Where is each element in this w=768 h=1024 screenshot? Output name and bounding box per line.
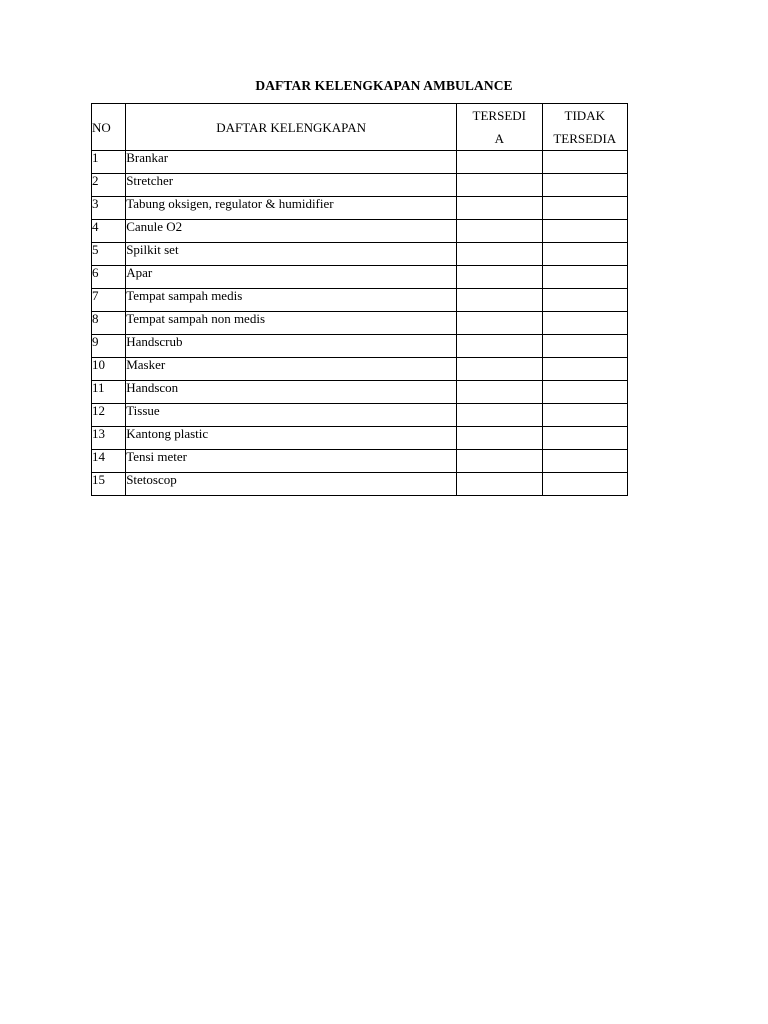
header-available [457,104,542,151]
cell-item: Tissue [126,404,457,427]
document-title: DAFTAR KELENGKAPAN AMBULANCE [255,78,513,93]
cell-not-available[interactable] [542,289,628,312]
cell-available[interactable] [457,427,542,450]
table-row [92,358,628,381]
table-row [92,450,628,473]
cell-available[interactable] [457,335,542,358]
table-row [92,312,628,335]
cell-not-available[interactable] [542,450,628,473]
cell-no: 12 [92,404,126,427]
cell-item: Tempat sampah non medis [126,312,457,335]
cell-item: Spilkit set [126,243,457,266]
cell-not-available[interactable] [542,427,628,450]
header-available-line1: TERSEDI [472,108,526,123]
cell-no: 14 [92,450,126,473]
table-row [92,220,628,243]
header-not-available [542,104,628,151]
cell-available[interactable] [457,243,542,266]
cell-available[interactable] [457,151,542,174]
header-available-line2: A [494,131,504,146]
cell-item: Apar [126,266,457,289]
header-row [92,104,628,151]
header-not-available-line2: TERSEDIA [553,131,617,146]
cell-available[interactable] [457,197,542,220]
cell-no: 13 [92,427,126,450]
header-item: DAFTAR KELENGKAPAN [126,104,457,151]
cell-item: Tabung oksigen, regulator & humidifier [126,197,457,220]
cell-available[interactable] [457,404,542,427]
cell-no: 4 [92,220,126,243]
table-header [92,104,628,151]
cell-item: Tempat sampah medis [126,289,457,312]
cell-item: Kantong plastic [126,427,457,450]
cell-not-available[interactable] [542,243,628,266]
cell-not-available[interactable] [542,266,628,289]
cell-not-available[interactable] [542,220,628,243]
cell-no: 2 [92,174,126,197]
cell-no: 15 [92,473,126,496]
cell-item: Masker [126,358,457,381]
table-row [92,289,628,312]
equipment-checklist-table [91,103,628,496]
cell-no: 5 [92,243,126,266]
cell-available[interactable] [457,450,542,473]
cell-available[interactable] [457,358,542,381]
cell-available[interactable] [457,266,542,289]
table-row [92,335,628,358]
cell-item: Stetoscop [126,473,457,496]
table-row [92,266,628,289]
cell-item: Handscrub [126,335,457,358]
cell-not-available[interactable] [542,312,628,335]
cell-available[interactable] [457,289,542,312]
cell-item: Brankar [126,151,457,174]
cell-no: 11 [92,381,126,404]
cell-not-available[interactable] [542,358,628,381]
cell-item: Tensi meter [126,450,457,473]
cell-not-available[interactable] [542,197,628,220]
cell-no: 1 [92,151,126,174]
header-no: NO [92,104,126,151]
cell-item: Handscon [126,381,457,404]
cell-no: 8 [92,312,126,335]
cell-no: 3 [92,197,126,220]
cell-not-available[interactable] [542,151,628,174]
table-row [92,404,628,427]
cell-no: 6 [92,266,126,289]
table-row [92,381,628,404]
cell-available[interactable] [457,174,542,197]
table-row [92,151,628,174]
header-not-available-line1: TIDAK [564,108,605,123]
cell-not-available[interactable] [542,174,628,197]
cell-available[interactable] [457,473,542,496]
cell-not-available[interactable] [542,335,628,358]
cell-no: 9 [92,335,126,358]
table-row [92,243,628,266]
cell-available[interactable] [457,381,542,404]
cell-not-available[interactable] [542,404,628,427]
cell-not-available[interactable] [542,381,628,404]
cell-item: Canule O2 [126,220,457,243]
cell-not-available[interactable] [542,473,628,496]
table-row [92,427,628,450]
cell-item: Stretcher [126,174,457,197]
cell-available[interactable] [457,220,542,243]
table-row [92,174,628,197]
table-body [92,151,628,496]
table-row [92,473,628,496]
table-row [92,197,628,220]
cell-no: 7 [92,289,126,312]
cell-no: 10 [92,358,126,381]
cell-available[interactable] [457,312,542,335]
